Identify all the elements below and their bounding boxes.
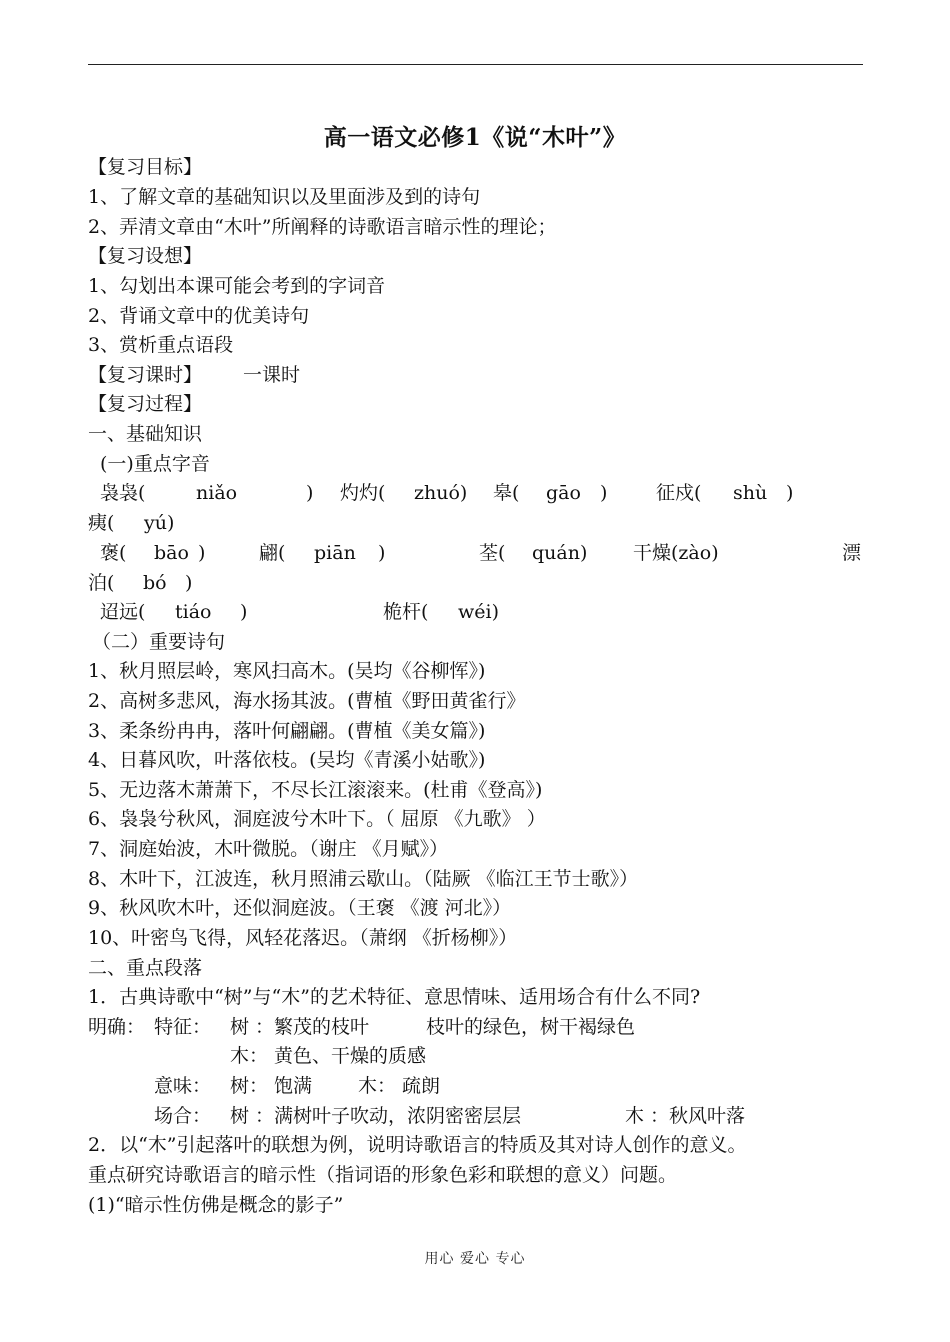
pron-pinyin: niǎo	[196, 482, 238, 504]
goal-item: 1、了解文章的基础知识以及里面涉及到的诗句	[88, 186, 481, 208]
question-2-note: 重点研究诗歌语言的暗示性（指词语的形象色彩和联想的意义）问题。	[88, 1164, 678, 1186]
poem-line: 7、洞庭始波，木叶微脱。（谢庄 《月赋》）	[88, 838, 449, 860]
section-heading-hours: 【复习课时】	[88, 364, 203, 386]
feature-label: 特征：	[154, 1016, 212, 1038]
poem-line: 10、叶密鸟飞得，风轻花落迟。（萧纲 《折杨柳》）	[88, 927, 518, 949]
pron-pinyin: shù	[733, 482, 768, 504]
pron-pinyin: bāo	[154, 542, 189, 564]
poem-line: 1、秋月照层岭，寒风扫高木。(吴均《谷柳恽》)	[88, 660, 486, 682]
section-heading-plan: 【复习设想】	[88, 245, 203, 267]
occasion-tree: 树 ：满树叶子吹动，浓阴密密层层	[230, 1105, 522, 1127]
pron-pinyin: yú)	[144, 512, 175, 534]
answer-label: 明确：	[88, 1016, 146, 1038]
pron-word: 痍(	[88, 512, 115, 534]
meaning-wood: 木： 疏朗	[358, 1075, 441, 1097]
pron-paren: )	[306, 482, 314, 504]
meaning-label: 意味：	[154, 1075, 212, 1097]
key-heading: 二、重点段落	[88, 957, 203, 979]
occasion-wood: 木 ：秋风叶落	[625, 1105, 746, 1127]
hours-value: 一课时	[243, 364, 301, 386]
pron-pinyin: quán)	[532, 542, 588, 564]
pron-pinyin: zhuó)	[414, 482, 468, 504]
pron-pinyin: gāo	[546, 482, 581, 504]
pron-pinyin: wéi)	[458, 601, 499, 623]
feature-wood: 木： 黄色、干燥的质感	[230, 1045, 427, 1067]
pron-word: 袅袅(	[100, 482, 146, 504]
pron-heading: (一)重点字音	[100, 453, 210, 475]
pron-paren: )	[786, 482, 794, 504]
pron-word: 灼灼(	[340, 482, 386, 504]
pron-word: 翩(	[259, 542, 286, 564]
meaning-tree: 树： 饱满	[230, 1075, 313, 1097]
pron-word: 征戍(	[656, 482, 702, 504]
section-heading-goal: 【复习目标】	[88, 156, 203, 178]
poem-line: 6、袅袅兮秋风，洞庭波兮木叶下。（ 屈原 《九歌》 ）	[88, 808, 546, 830]
pron-word: 皋(	[493, 482, 520, 504]
plan-item: 3、赏析重点语段	[88, 334, 234, 356]
sub-question-1: (1)“暗示性仿佛是概念的影子”	[88, 1194, 344, 1216]
pron-pinyin: tiáo	[175, 601, 212, 623]
goal-item: 2、弄清文章由“木叶”所阐释的诗歌语言暗示性的理论；	[88, 216, 557, 238]
pron-word: 荃(	[479, 542, 506, 564]
pron-word: 漂	[842, 542, 862, 564]
poem-line: 9、秋风吹木叶，还似洞庭波。（王褒 《渡 河北》）	[88, 897, 512, 919]
poem-line: 8、木叶下，江波连，秋月照浦云歇山。（陆厥 《临江王节士歌》）	[88, 868, 639, 890]
pron-pinyin: piān	[314, 542, 356, 564]
occasion-label: 场合：	[154, 1105, 212, 1127]
question-2: 2．以“木”引起落叶的联想为例，说明诗歌语言的特质及其对诗人创作的意义。	[88, 1134, 747, 1156]
pron-paren: )	[600, 482, 608, 504]
poem-line: 4、日暮风吹，叶落依枝。(吴均《青溪小姑歌》)	[88, 749, 486, 771]
header-rule	[88, 64, 863, 65]
plan-item: 1、勾划出本课可能会考到的字词音	[88, 275, 386, 297]
pron-paren: )	[198, 542, 206, 564]
document-title: 高一语文必修1《说“木叶”》	[323, 124, 627, 151]
section-heading-process: 【复习过程】	[88, 393, 203, 415]
basic-heading: 一、基础知识	[88, 423, 203, 445]
question-1: 1．古典诗歌中“树”与“木”的艺术特征、意思情味、适用场合有什么不同?	[88, 986, 701, 1008]
pron-paren: )	[240, 601, 248, 623]
pron-paren: )	[378, 542, 386, 564]
pron-word: 干燥(zào)	[633, 542, 719, 564]
pron-word: 迢远(	[100, 601, 146, 623]
plan-item: 2、背诵文章中的优美诗句	[88, 305, 310, 327]
pron-pinyin: bó	[143, 572, 167, 594]
poem-heading: （二）重要诗句	[92, 631, 226, 653]
pron-word: 泊(	[88, 572, 115, 594]
poem-line: 3、柔条纷冉冉，落叶何翩翩。(曹植《美女篇》)	[88, 720, 486, 742]
pron-paren: )	[185, 572, 193, 594]
pron-word: 褒(	[100, 542, 127, 564]
pron-word: 桅杆(	[383, 601, 429, 623]
feature-tree: 树 ：繁茂的枝叶	[230, 1016, 370, 1038]
page-footer: 用心 爱心 专心	[424, 1251, 526, 1267]
feature-tree-color: 枝叶的绿色，树干褐绿色	[426, 1016, 636, 1038]
poem-line: 2、高树多悲风，海水扬其波。(曹植《野田黄雀行》	[88, 690, 526, 712]
poem-line: 5、无边落木萧萧下，不尽长江滚滚来。(杜甫《登高》)	[88, 779, 543, 801]
